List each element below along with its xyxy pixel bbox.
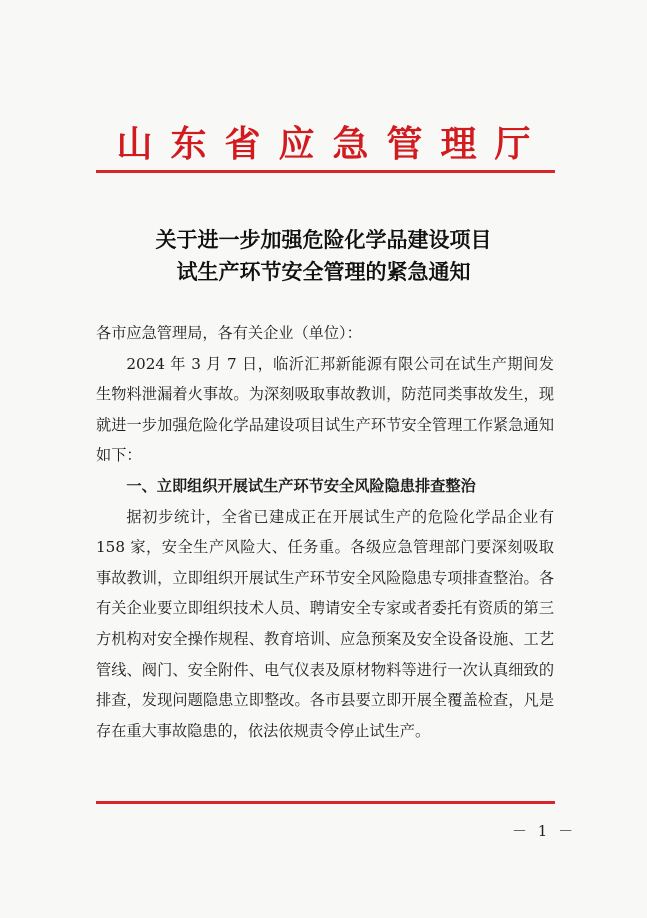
paragraph-section-1: 据初步统计，全省已建成正在开展试生产的危险化学品企业有 158 家，安全生产风险大、任务重。各级应急管理部门要深刻吸取事故教训，立即组织开展试生产环节安全风险隐患专项排查整治。各有关企业要立即组织技术人员、聘请安全专家或者委托有资质的第三方机构对安全操作规程、教育培训、应急预案及安全设备设施、工艺管线、阀门、安全附件、电气仪表及原材物料等进行一次认真细致的排查，发现问题隐患立即整改。各市县要立即开展全覆盖检查，凡是存在重大事故隐患的，依法依规责令停止试生产。 [96, 507, 554, 740]
section-heading-1: 一、立即组织开展试生产环节安全风险隐患排查整治 [126, 476, 476, 495]
document-title-line-2: 试生产环节安全管理的紧急通知 [176, 260, 471, 284]
page-number: － 1 － [512, 822, 577, 840]
header-red-rule [96, 170, 555, 173]
paragraph-intro: 2024 年 3 月 7 日，临沂汇邦新能源有限公司在试生产期间发生物料泄漏着火事故。为深刻吸取事故教训，防范同类事故发生，现就进一步加强危险化学品建设项目试生产环节安全管理工作紧急通知如下： [96, 354, 554, 465]
issuer-header: 山东省应急管理厅 [116, 123, 549, 165]
footer-red-rule [96, 801, 555, 804]
document-body [96, 318, 554, 746]
document-title-line-1: 关于进一步加强危险化学品建设项目 [155, 228, 492, 252]
salutation: 各市应急管理局，各有关企业（单位）： [96, 324, 362, 342]
